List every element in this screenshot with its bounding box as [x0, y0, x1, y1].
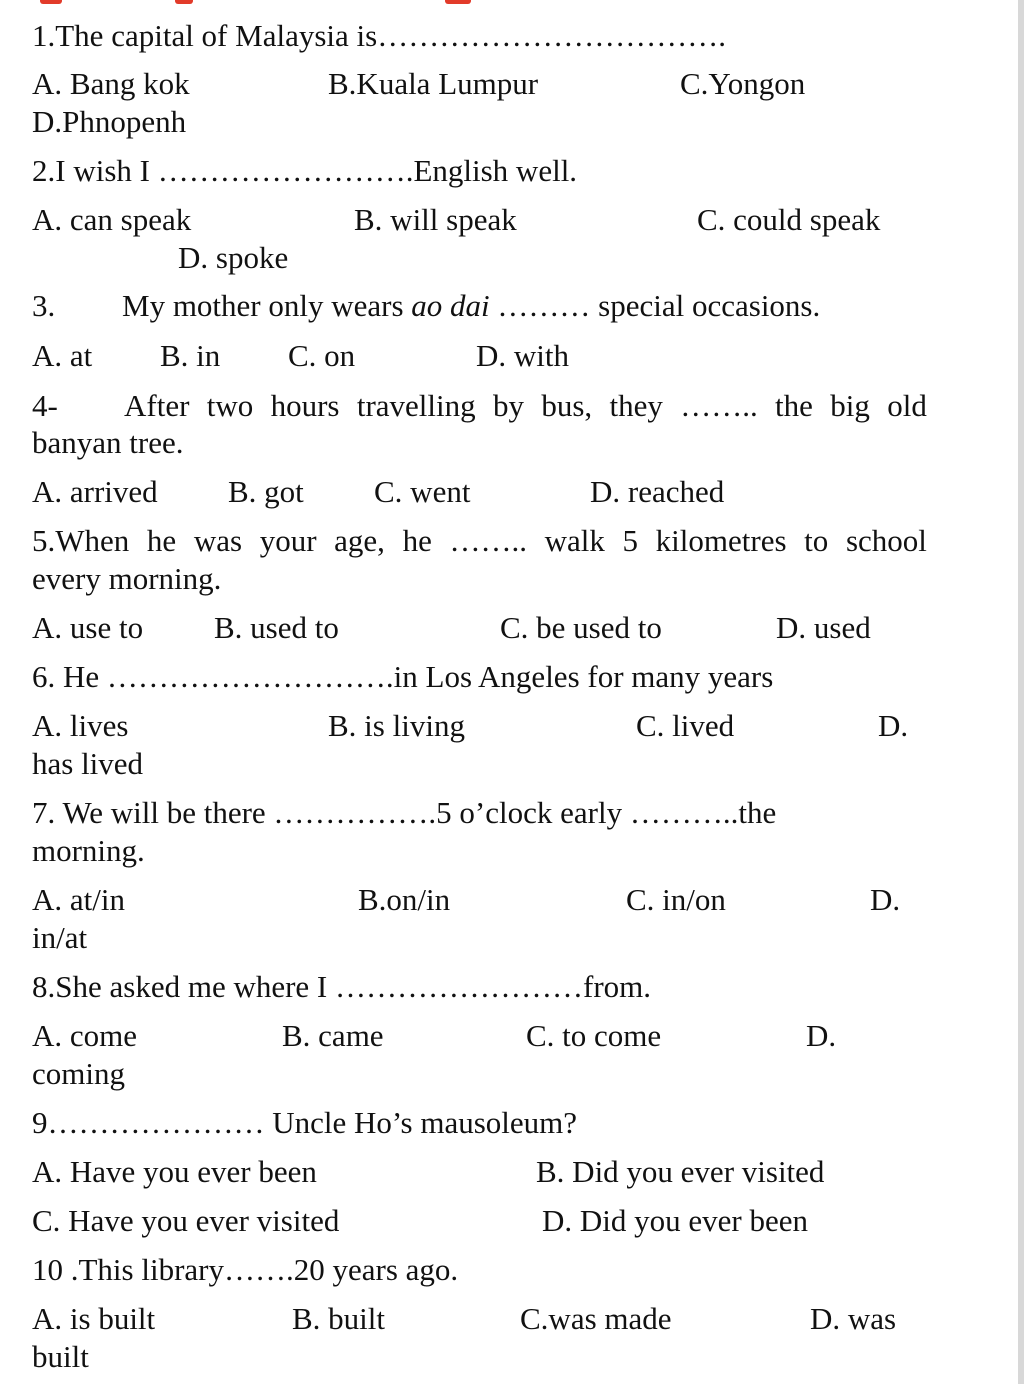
question-prompt: 2.I wish I …………………….English well.	[32, 153, 578, 188]
option-d-continued: coming	[32, 1056, 125, 1091]
option-b: B. came	[282, 1018, 384, 1053]
option-a: A. use to	[32, 610, 144, 645]
option-b: B. built	[292, 1301, 386, 1336]
option-d: D. Did you ever been	[542, 1203, 808, 1238]
option-b: B. in	[160, 338, 221, 373]
option-d: D. reached	[590, 474, 725, 509]
option-c: C.Yongon	[680, 66, 806, 101]
question-prompt-continued: every morning.	[32, 561, 222, 596]
question-prompt	[32, 525, 927, 556]
prompt-word: they	[609, 388, 663, 423]
prompt-word: old	[887, 388, 927, 423]
prompt-text: My mother only wears	[122, 288, 412, 323]
prompt-blank: ……..	[449, 523, 527, 558]
prompt-word: two	[206, 388, 254, 423]
prompt-italic-term: ao dai	[411, 288, 490, 323]
page-edge	[1018, 0, 1024, 1384]
option-d: D. used	[776, 610, 871, 645]
option-a: A. Bang kok	[32, 66, 190, 101]
option-c: C. on	[288, 338, 356, 373]
option-b: B. will speak	[354, 202, 517, 237]
option-c: C. in/on	[626, 882, 726, 917]
question-number: 3.	[32, 288, 56, 323]
option-c: C. lived	[636, 708, 735, 743]
prompt-word: he	[146, 523, 177, 558]
option-b: B. used to	[214, 610, 339, 645]
option-a: A. come	[32, 1018, 138, 1053]
prompt-word: age,	[334, 523, 385, 558]
option-a: A. at	[32, 338, 93, 373]
question-prompt: 10 .This library…….20 years ago.	[32, 1252, 459, 1287]
option-d: D. with	[476, 338, 569, 373]
question-prompt	[122, 290, 820, 321]
question-prompt-continued: morning.	[32, 833, 145, 868]
prompt-text: ……… special occasions.	[489, 288, 821, 323]
option-a: A. arrived	[32, 474, 158, 509]
option-a: A. can speak	[32, 202, 192, 237]
prompt-blank: ……..	[680, 388, 758, 423]
question-prompt-continued: banyan tree.	[32, 425, 184, 460]
option-b: B.Kuala Lumpur	[328, 66, 539, 101]
prompt-word: the	[775, 388, 813, 423]
option-d: D.	[806, 1018, 837, 1053]
prompt-word: school	[845, 523, 927, 558]
option-d: D.Phnopenh	[32, 104, 187, 139]
option-d-continued: built	[32, 1339, 89, 1374]
question-prompt: 7. We will be there …………….5 o’clock early ………..the	[32, 795, 777, 830]
prompt-word: big	[830, 388, 870, 423]
question-prompt: 8.She asked me where I ……………………from.	[32, 969, 652, 1004]
ink-mark	[40, 0, 62, 4]
question-number: 4-	[32, 388, 58, 423]
ink-mark	[445, 0, 471, 4]
option-c: C. to come	[526, 1018, 662, 1053]
option-c: C. Have you ever visited	[32, 1203, 340, 1238]
prompt-word: kilometres	[655, 523, 787, 558]
option-c: C. be used to	[500, 610, 662, 645]
option-b: B.on/in	[358, 882, 451, 917]
option-d: D. spoke	[178, 240, 289, 275]
question-prompt: 9………………… Uncle Ho’s mausoleum?	[32, 1105, 578, 1140]
option-b: B. is living	[328, 708, 465, 743]
prompt-word: he	[402, 523, 432, 558]
option-b: B. got	[228, 474, 304, 509]
option-c: C. could speak	[697, 202, 881, 237]
prompt-word: travelling	[356, 388, 476, 423]
option-a: A. at/in	[32, 882, 125, 917]
option-a: A. Have you ever been	[32, 1154, 317, 1189]
option-d: D.	[870, 882, 901, 917]
question-prompt: 6. He ……………………….in Los Angeles for many years	[32, 659, 774, 694]
prompt-word: was	[193, 523, 243, 558]
option-c: C. went	[374, 474, 471, 509]
question-prompt: 1.The capital of Malaysia is…………………………….	[32, 18, 726, 53]
prompt-word: your	[259, 523, 317, 558]
option-d-continued: in/at	[32, 920, 88, 955]
prompt-word: walk	[544, 523, 605, 558]
question-prompt	[124, 390, 927, 421]
option-b: B. Did you ever visited	[536, 1154, 825, 1189]
option-d-continued: has lived	[32, 746, 144, 781]
option-d: D.	[878, 708, 909, 743]
prompt-word: bus,	[541, 388, 593, 423]
prompt-word: 5.When	[32, 523, 130, 558]
option-a: A. lives	[32, 708, 129, 743]
prompt-word: to	[804, 523, 829, 558]
option-a: A. is built	[32, 1301, 156, 1336]
prompt-word: After	[124, 388, 190, 423]
option-c: C.was made	[520, 1301, 672, 1336]
prompt-word: hours	[270, 388, 340, 423]
option-d: D. was	[810, 1301, 897, 1336]
prompt-word: 5	[622, 523, 639, 558]
ink-mark	[175, 0, 193, 4]
prompt-word: by	[492, 388, 524, 423]
